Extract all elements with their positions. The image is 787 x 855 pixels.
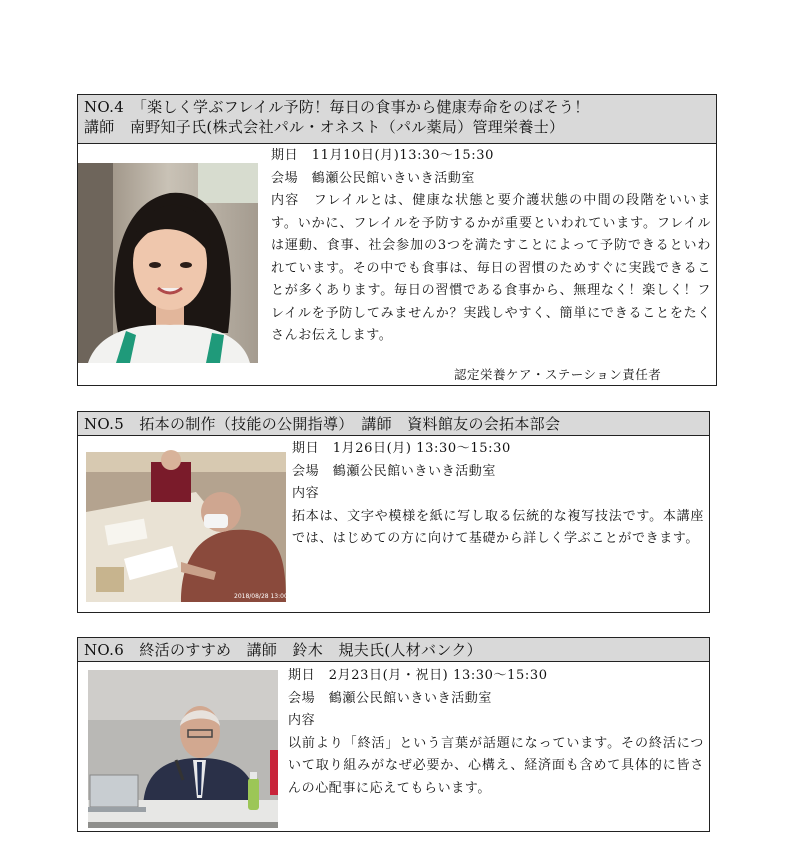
- portrait-image: [78, 163, 258, 363]
- session-venue: 会場 鶴瀬公民館いきいき活動室: [271, 170, 476, 186]
- session-title: NO.6 終活のすすめ 講師 鈴木 規夫氏(人材バンク）: [84, 641, 482, 659]
- session-header: [78, 95, 716, 144]
- session-header: [78, 412, 709, 436]
- session-title: NO.4 「楽しく学ぶフレイル予防！毎日の食事から健康寿命をのばそう！: [84, 98, 590, 116]
- session-card-5: [77, 411, 710, 613]
- session-venue: 会場 鶴瀬公民館いきいき活動室: [292, 463, 497, 479]
- session-header: [78, 638, 709, 662]
- workshop-image: [86, 452, 298, 602]
- session-card-4: [77, 94, 717, 386]
- session-info: [292, 438, 704, 551]
- session-title: NO.5 拓本の制作（技能の公開指導） 講師 資料館友の会拓本部会: [84, 415, 561, 433]
- lecture-speaker-photo: [88, 670, 278, 828]
- rubbing-workshop-photo: [86, 452, 298, 602]
- photo-timestamp: 2018/08/28 13:00:00: [234, 593, 298, 600]
- session-info: [288, 665, 704, 800]
- session-info: [271, 145, 711, 348]
- session-card-6: [77, 637, 710, 832]
- session-date: 期日 11月10日(月)13:30〜15:30: [271, 148, 494, 163]
- session-content-label: 内容: [288, 713, 316, 728]
- session-content: 拓本は、文字や模様を紙に写し取る伝統的な複写技法です。本講座では、はじめての方に向けて基礎から詳しく学ぶことができます。: [292, 508, 704, 546]
- lecturer-credential: 認定栄養ケア・ステーション責任者: [454, 367, 662, 382]
- session-content: 以前より「終活」という言葉が話題になっています。その終活について取り組みがなぜ必要か、心構え、経済面も含めて具体的に皆さんの心配事に応えてもらいます。: [288, 735, 704, 796]
- speaker-image: [88, 670, 278, 828]
- lecturer-portrait-photo: [78, 163, 258, 363]
- session-content-label: 内容: [292, 486, 320, 501]
- session-venue: 会場 鶴瀬公民館いきいき活動室: [288, 690, 493, 706]
- session-lecturer: 講師 南野知子氏(株式会社パル・オネスト（パル薬局）管理栄養士）: [84, 118, 565, 136]
- session-date: 期日 2月23日(月・祝日) 13:30〜15:30: [288, 668, 548, 683]
- session-date: 期日 1月26日(月) 13:30〜15:30: [292, 441, 511, 456]
- session-content: 内容 フレイルとは、健康な状態と要介護状態の中間の段階をいいます。いかに、フレイルを予防するかが重要といわれています。フレイルは運動、食事、社会参加の3つを満たすことによって予防できるといわれています。その中でも食事は、毎日の習慣のためすぐに実践できることが多くあります。毎日の習慣である食事から、無理なく！楽しく！フレイルを予防してみませんか？実践しやすく、簡単にできることをたくさんお伝えします。: [271, 193, 711, 343]
